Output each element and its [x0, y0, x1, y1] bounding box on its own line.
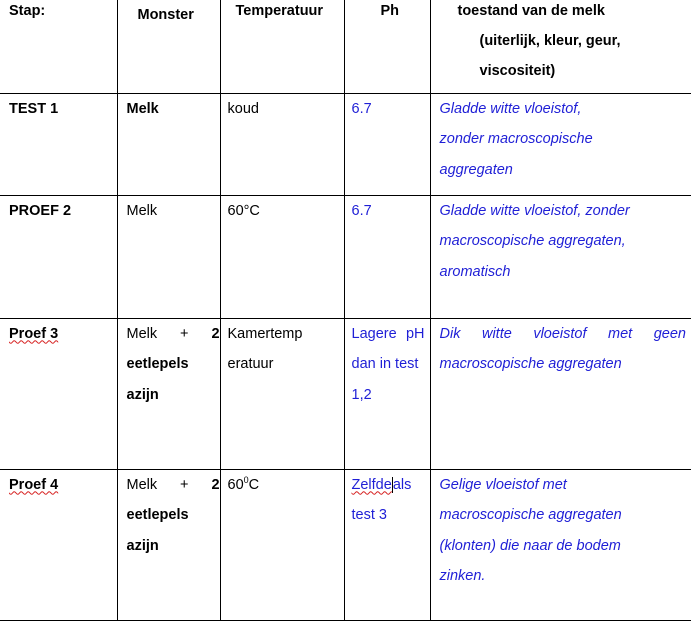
cell-temperatuur: Kamertemp eratuur — [220, 318, 344, 469]
table-header-row — [0, 0, 691, 93]
cell-toestand: Dik witte vloeistof met geen macroscopische aggregaten — [430, 318, 691, 469]
table-row — [0, 195, 691, 318]
header-stap: Stap: — [0, 0, 117, 93]
table-row — [0, 93, 691, 195]
cell-ph: 6.7 — [344, 93, 430, 195]
cell-temperatuur: $60^0C$ — [220, 469, 344, 620]
cell-stap: Proef 3 — [0, 318, 117, 469]
cell-ph: Lagere pH dan in test 1,2 — [344, 318, 430, 469]
cell-temperatuur: koud — [220, 93, 344, 195]
cell-monster: Melk — [117, 195, 220, 318]
header-temperatuur: Temperatuur — [220, 0, 344, 93]
cell-toestand: Gladde witte vloeistof, zonder macroscopische aggregaten — [430, 93, 691, 195]
cell-monster: Melk + 2 eetlepels azijn — [117, 469, 220, 620]
cell-stap: TEST 1 — [0, 93, 117, 195]
header-ph: Ph — [344, 0, 430, 93]
cell-toestand: Gelige vloeistof met macroscopische aggregaten (klonten) die naar de bodem zinken. — [430, 469, 691, 620]
cell-stap: Proef 4 — [0, 469, 117, 620]
cell-stap: PROEF 2 — [0, 195, 117, 318]
table-row — [0, 318, 691, 469]
header-monster: Monster — [117, 0, 220, 93]
cell-ph: 6.7 — [344, 195, 430, 318]
cell-monster: Melk — [117, 93, 220, 195]
cell-monster: Melk + 2 eetlepels azijn — [117, 318, 220, 469]
cell-ph: Zelfdeals test 3 — [344, 469, 430, 620]
cell-temperatuur: 60°C — [220, 195, 344, 318]
cell-toestand: Gladde witte vloeistof, zonder macroscopische aggregaten, aromatisch — [430, 195, 691, 318]
table-row — [0, 469, 691, 620]
header-toestand: toestand van de melk (uiterlijk, kleur, geur, viscositeit) — [430, 0, 691, 93]
